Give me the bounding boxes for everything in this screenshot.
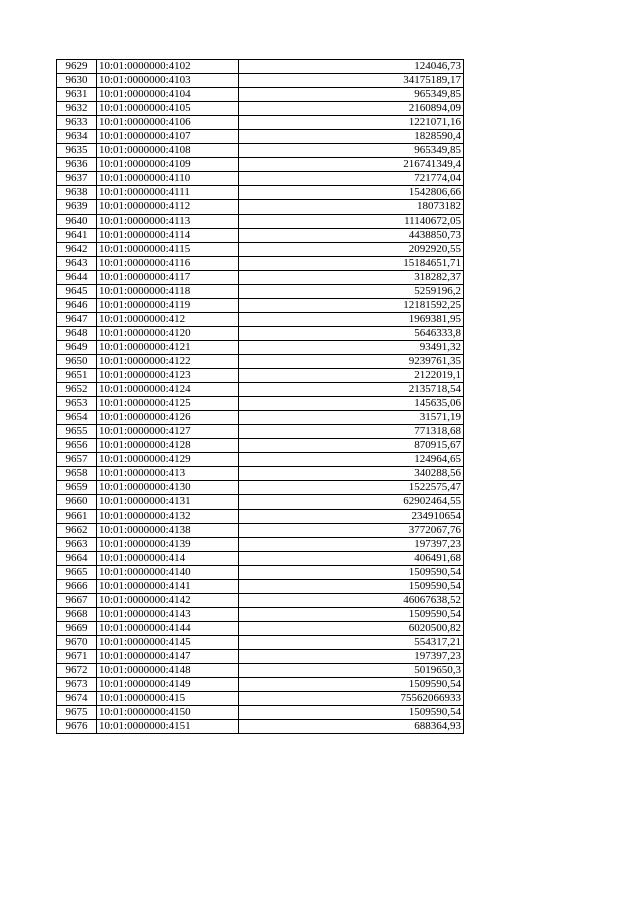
cadastral-number-cell: 10:01:0000000:4108 bbox=[97, 144, 239, 158]
cadastral-number-cell: 10:01:0000000:4123 bbox=[97, 369, 239, 383]
cadastral-number-cell: 10:01:0000000:4109 bbox=[97, 158, 239, 172]
value-cell: 2122019,1 bbox=[239, 369, 464, 383]
value-cell: 406491,68 bbox=[239, 551, 464, 565]
table-row bbox=[57, 678, 464, 692]
value-cell: 554317,21 bbox=[239, 635, 464, 649]
row-number-cell: 9664 bbox=[57, 551, 97, 565]
table-row bbox=[57, 635, 464, 649]
row-number-cell: 9673 bbox=[57, 678, 97, 692]
row-number-cell: 9649 bbox=[57, 340, 97, 354]
row-number-cell: 9666 bbox=[57, 579, 97, 593]
value-cell: 18073182 bbox=[239, 200, 464, 214]
cadastral-number-cell: 10:01:0000000:4140 bbox=[97, 565, 239, 579]
cadastral-number-cell: 10:01:0000000:4139 bbox=[97, 537, 239, 551]
cadastral-number-cell: 10:01:0000000:412 bbox=[97, 312, 239, 326]
table-row bbox=[57, 228, 464, 242]
table-row bbox=[57, 425, 464, 439]
value-cell: 145635,06 bbox=[239, 397, 464, 411]
row-number-cell: 9636 bbox=[57, 158, 97, 172]
row-number-cell: 9655 bbox=[57, 425, 97, 439]
table-row bbox=[57, 649, 464, 663]
table-row bbox=[57, 551, 464, 565]
row-number-cell: 9667 bbox=[57, 593, 97, 607]
table-row bbox=[57, 200, 464, 214]
value-cell: 965349,85 bbox=[239, 88, 464, 102]
table-row bbox=[57, 242, 464, 256]
cadastral-number-cell: 10:01:0000000:4107 bbox=[97, 130, 239, 144]
cadastral-number-cell: 10:01:0000000:4105 bbox=[97, 102, 239, 116]
cadastral-number-cell: 10:01:0000000:4130 bbox=[97, 481, 239, 495]
row-number-cell: 9638 bbox=[57, 186, 97, 200]
row-number-cell: 9661 bbox=[57, 509, 97, 523]
cadastral-number-cell: 10:01:0000000:4131 bbox=[97, 495, 239, 509]
row-number-cell: 9660 bbox=[57, 495, 97, 509]
row-number-cell: 9629 bbox=[57, 60, 97, 74]
value-cell: 4438850,73 bbox=[239, 228, 464, 242]
value-cell: 1522575,47 bbox=[239, 481, 464, 495]
row-number-cell: 9676 bbox=[57, 720, 97, 734]
row-number-cell: 9672 bbox=[57, 664, 97, 678]
table-row bbox=[57, 383, 464, 397]
table-row bbox=[57, 326, 464, 340]
row-number-cell: 9654 bbox=[57, 411, 97, 425]
row-number-cell: 9635 bbox=[57, 144, 97, 158]
table-row bbox=[57, 523, 464, 537]
table-row bbox=[57, 284, 464, 298]
cadastral-number-cell: 10:01:0000000:4111 bbox=[97, 186, 239, 200]
row-number-cell: 9646 bbox=[57, 298, 97, 312]
value-cell: 2135718,54 bbox=[239, 383, 464, 397]
table-row bbox=[57, 481, 464, 495]
table-row bbox=[57, 509, 464, 523]
row-number-cell: 9647 bbox=[57, 312, 97, 326]
cadastral-number-cell: 10:01:0000000:4103 bbox=[97, 74, 239, 88]
table-row bbox=[57, 453, 464, 467]
cadastral-number-cell: 10:01:0000000:4149 bbox=[97, 678, 239, 692]
cadastral-number-cell: 10:01:0000000:4126 bbox=[97, 411, 239, 425]
value-cell: 1509590,54 bbox=[239, 565, 464, 579]
table-row bbox=[57, 593, 464, 607]
value-cell: 5019650,3 bbox=[239, 664, 464, 678]
row-number-cell: 9643 bbox=[57, 256, 97, 270]
cadastral-number-cell: 10:01:0000000:4121 bbox=[97, 340, 239, 354]
value-cell: 1542806,66 bbox=[239, 186, 464, 200]
cadastral-number-cell: 10:01:0000000:4150 bbox=[97, 706, 239, 720]
row-number-cell: 9656 bbox=[57, 439, 97, 453]
row-number-cell: 9634 bbox=[57, 130, 97, 144]
table-row bbox=[57, 439, 464, 453]
value-cell: 318282,37 bbox=[239, 270, 464, 284]
row-number-cell: 9653 bbox=[57, 397, 97, 411]
value-cell: 870915,67 bbox=[239, 439, 464, 453]
table-row bbox=[57, 312, 464, 326]
cadastral-number-cell: 10:01:0000000:4120 bbox=[97, 326, 239, 340]
table-row bbox=[57, 298, 464, 312]
row-number-cell: 9632 bbox=[57, 102, 97, 116]
cadastral-number-cell: 10:01:0000000:4110 bbox=[97, 172, 239, 186]
row-number-cell: 9659 bbox=[57, 481, 97, 495]
table-row bbox=[57, 354, 464, 368]
row-number-cell: 9669 bbox=[57, 621, 97, 635]
table-row bbox=[57, 369, 464, 383]
table-row bbox=[57, 706, 464, 720]
value-cell: 1221071,16 bbox=[239, 116, 464, 130]
cadastral-number-cell: 10:01:0000000:4118 bbox=[97, 284, 239, 298]
table-row bbox=[57, 172, 464, 186]
row-number-cell: 9674 bbox=[57, 692, 97, 706]
table-row bbox=[57, 340, 464, 354]
table-row bbox=[57, 88, 464, 102]
row-number-cell: 9675 bbox=[57, 706, 97, 720]
table-row bbox=[57, 214, 464, 228]
table-row bbox=[57, 270, 464, 284]
value-cell: 9239761,35 bbox=[239, 354, 464, 368]
row-number-cell: 9652 bbox=[57, 383, 97, 397]
row-number-cell: 9651 bbox=[57, 369, 97, 383]
table-row bbox=[57, 579, 464, 593]
value-cell: 3772067,76 bbox=[239, 523, 464, 537]
row-number-cell: 9645 bbox=[57, 284, 97, 298]
value-cell: 15184651,71 bbox=[239, 256, 464, 270]
cadastral-number-cell: 10:01:0000000:4114 bbox=[97, 228, 239, 242]
row-number-cell: 9662 bbox=[57, 523, 97, 537]
value-cell: 6020500,82 bbox=[239, 621, 464, 635]
row-number-cell: 9658 bbox=[57, 467, 97, 481]
value-cell: 11140672,05 bbox=[239, 214, 464, 228]
value-cell: 721774,04 bbox=[239, 172, 464, 186]
cadastral-number-cell: 10:01:0000000:413 bbox=[97, 467, 239, 481]
row-number-cell: 9639 bbox=[57, 200, 97, 214]
row-number-cell: 9671 bbox=[57, 649, 97, 663]
value-cell: 340288,56 bbox=[239, 467, 464, 481]
row-number-cell: 9648 bbox=[57, 326, 97, 340]
value-cell: 1509590,54 bbox=[239, 678, 464, 692]
cadastral-number-cell: 10:01:0000000:4125 bbox=[97, 397, 239, 411]
cadastral-number-cell: 10:01:0000000:415 bbox=[97, 692, 239, 706]
row-number-cell: 9640 bbox=[57, 214, 97, 228]
cadastral-number-cell: 10:01:0000000:4151 bbox=[97, 720, 239, 734]
value-cell: 12181592,25 bbox=[239, 298, 464, 312]
table-row bbox=[57, 692, 464, 706]
value-cell: 197397,23 bbox=[239, 649, 464, 663]
value-cell: 1509590,54 bbox=[239, 706, 464, 720]
value-cell: 31571,19 bbox=[239, 411, 464, 425]
table-row bbox=[57, 397, 464, 411]
value-cell: 124964,65 bbox=[239, 453, 464, 467]
parcel-value-table bbox=[56, 59, 464, 734]
table-row bbox=[57, 664, 464, 678]
table-row bbox=[57, 130, 464, 144]
value-cell: 75562066933 bbox=[239, 692, 464, 706]
value-cell: 1969381,95 bbox=[239, 312, 464, 326]
cadastral-number-cell: 10:01:0000000:4138 bbox=[97, 523, 239, 537]
value-cell: 1509590,54 bbox=[239, 579, 464, 593]
value-cell: 197397,23 bbox=[239, 537, 464, 551]
value-cell: 216741349,4 bbox=[239, 158, 464, 172]
row-number-cell: 9665 bbox=[57, 565, 97, 579]
table-row bbox=[57, 186, 464, 200]
value-cell: 93491,32 bbox=[239, 340, 464, 354]
cadastral-number-cell: 10:01:0000000:4128 bbox=[97, 439, 239, 453]
cadastral-number-cell: 10:01:0000000:4143 bbox=[97, 607, 239, 621]
value-cell: 771318,68 bbox=[239, 425, 464, 439]
value-cell: 124046,73 bbox=[239, 60, 464, 74]
value-cell: 34175189,17 bbox=[239, 74, 464, 88]
value-cell: 2092920,55 bbox=[239, 242, 464, 256]
cadastral-number-cell: 10:01:0000000:4102 bbox=[97, 60, 239, 74]
row-number-cell: 9637 bbox=[57, 172, 97, 186]
row-number-cell: 9633 bbox=[57, 116, 97, 130]
cadastral-number-cell: 10:01:0000000:4148 bbox=[97, 664, 239, 678]
cadastral-number-cell: 10:01:0000000:414 bbox=[97, 551, 239, 565]
table-row bbox=[57, 116, 464, 130]
cadastral-number-cell: 10:01:0000000:4115 bbox=[97, 242, 239, 256]
row-number-cell: 9631 bbox=[57, 88, 97, 102]
row-number-cell: 9642 bbox=[57, 242, 97, 256]
value-cell: 688364,93 bbox=[239, 720, 464, 734]
table-row bbox=[57, 102, 464, 116]
row-number-cell: 9670 bbox=[57, 635, 97, 649]
table-row bbox=[57, 74, 464, 88]
cadastral-number-cell: 10:01:0000000:4116 bbox=[97, 256, 239, 270]
table-row bbox=[57, 60, 464, 74]
cadastral-number-cell: 10:01:0000000:4104 bbox=[97, 88, 239, 102]
table-row bbox=[57, 565, 464, 579]
table-row bbox=[57, 411, 464, 425]
table-row bbox=[57, 158, 464, 172]
value-cell: 234910654 bbox=[239, 509, 464, 523]
row-number-cell: 9663 bbox=[57, 537, 97, 551]
cadastral-number-cell: 10:01:0000000:4129 bbox=[97, 453, 239, 467]
table-row bbox=[57, 256, 464, 270]
table-row bbox=[57, 495, 464, 509]
row-number-cell: 9630 bbox=[57, 74, 97, 88]
value-cell: 46067638,52 bbox=[239, 593, 464, 607]
cadastral-number-cell: 10:01:0000000:4141 bbox=[97, 579, 239, 593]
cadastral-number-cell: 10:01:0000000:4112 bbox=[97, 200, 239, 214]
cadastral-number-cell: 10:01:0000000:4119 bbox=[97, 298, 239, 312]
table-row bbox=[57, 537, 464, 551]
cadastral-number-cell: 10:01:0000000:4124 bbox=[97, 383, 239, 397]
value-cell: 2160894,09 bbox=[239, 102, 464, 116]
value-cell: 5646333,8 bbox=[239, 326, 464, 340]
row-number-cell: 9668 bbox=[57, 607, 97, 621]
cadastral-number-cell: 10:01:0000000:4106 bbox=[97, 116, 239, 130]
table-row bbox=[57, 467, 464, 481]
cadastral-number-cell: 10:01:0000000:4117 bbox=[97, 270, 239, 284]
row-number-cell: 9644 bbox=[57, 270, 97, 284]
value-cell: 965349,85 bbox=[239, 144, 464, 158]
cadastral-number-cell: 10:01:0000000:4147 bbox=[97, 649, 239, 663]
table-row bbox=[57, 144, 464, 158]
cadastral-number-cell: 10:01:0000000:4113 bbox=[97, 214, 239, 228]
row-number-cell: 9657 bbox=[57, 453, 97, 467]
cadastral-number-cell: 10:01:0000000:4122 bbox=[97, 354, 239, 368]
table-body bbox=[57, 60, 464, 734]
value-cell: 1509590,54 bbox=[239, 607, 464, 621]
row-number-cell: 9641 bbox=[57, 228, 97, 242]
table-row bbox=[57, 720, 464, 734]
row-number-cell: 9650 bbox=[57, 354, 97, 368]
cadastral-number-cell: 10:01:0000000:4142 bbox=[97, 593, 239, 607]
cadastral-number-cell: 10:01:0000000:4127 bbox=[97, 425, 239, 439]
table-row bbox=[57, 621, 464, 635]
value-cell: 1828590,4 bbox=[239, 130, 464, 144]
value-cell: 62902464,55 bbox=[239, 495, 464, 509]
table-row bbox=[57, 607, 464, 621]
cadastral-number-cell: 10:01:0000000:4132 bbox=[97, 509, 239, 523]
cadastral-number-cell: 10:01:0000000:4144 bbox=[97, 621, 239, 635]
value-cell: 5259196,2 bbox=[239, 284, 464, 298]
cadastral-number-cell: 10:01:0000000:4145 bbox=[97, 635, 239, 649]
